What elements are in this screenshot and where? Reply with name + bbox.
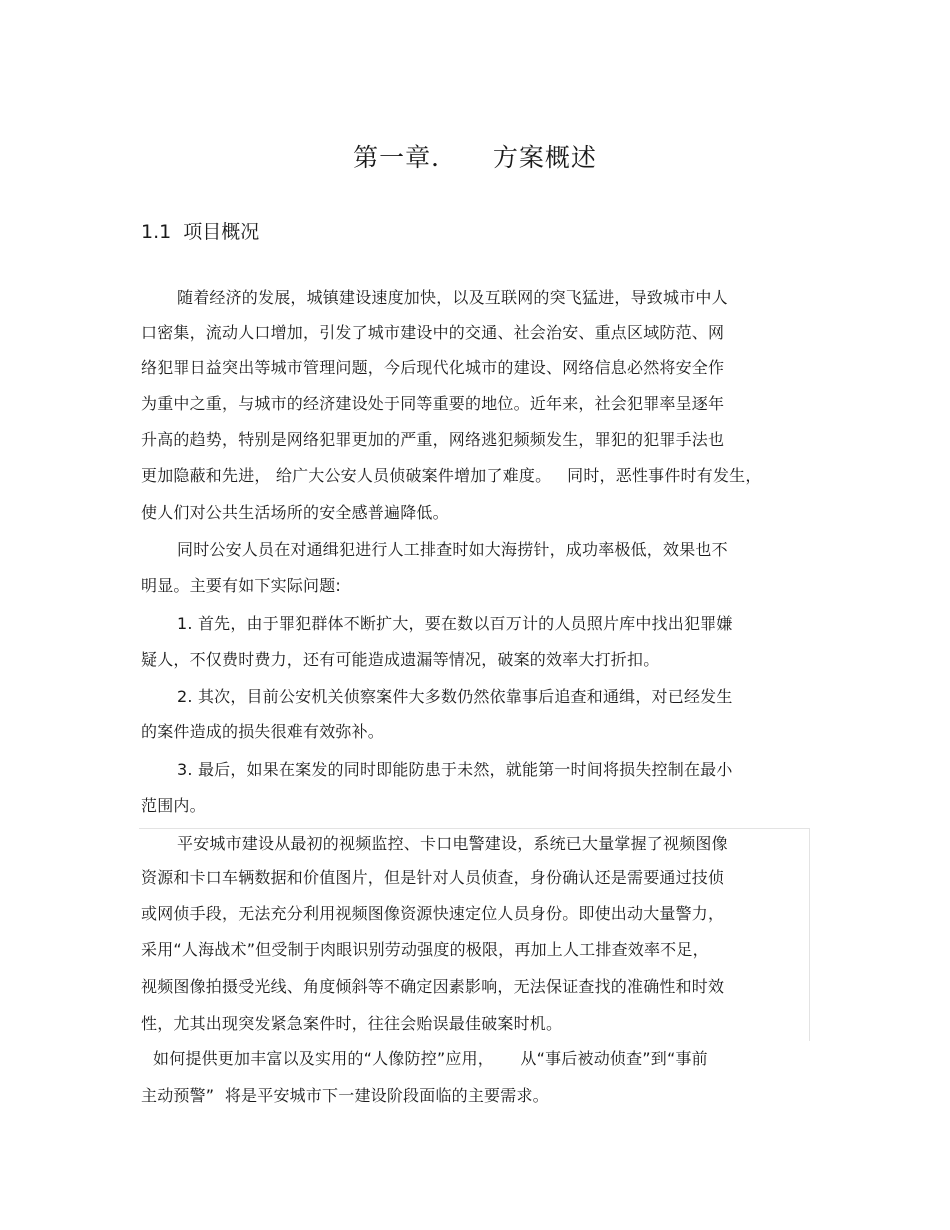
section-title: 1.1 项目概况 [141, 221, 260, 243]
paragraph-line: 同时公安人员在对通缉犯进行人工排查时如大海捞针，成功率极低，效果也不 [177, 540, 728, 559]
paragraph-line: 使人们对公共生活场所的安全感普遍降低。 [141, 503, 449, 522]
paragraph-line: 络犯罪日益突出等城市管理问题，今后现代化城市的建设、网络信息必然将安全作 [141, 358, 725, 377]
list-item-line: 范围内。 [141, 796, 206, 815]
paragraph-line: 采用“人海战术”但受制于肉眼识别劳动强度的极限，再加上人工排查效率不足， [141, 940, 709, 959]
list-item-line: 疑人，不仅费时费力，还有可能造成遗漏等情况，破案的效率大打折扣。 [141, 650, 660, 669]
paragraph-line: 主动预警” 将是平安城市下一建设阶段面临的主要需求。 [141, 1086, 549, 1105]
paragraph-line: 更加隐蔽和先进， 给广大公安人员侦破案件增加了难度。 同时，恶性事件时有发生， [141, 466, 762, 485]
paragraph-line: 视频图像拍摄受光线、角度倾斜等不确定因素影响，无法保证查找的准确性和时效 [141, 977, 725, 996]
list-item-line: 2. 其次，目前公安机关侦察案件大多数仍然依靠事后追查和通缉，对已经发生 [177, 687, 733, 706]
list-item-line: 1. 首先，由于罪犯群体不断扩大，要在数以百万计的人员照片库中找出犯罪嫌 [177, 614, 733, 633]
highlighted-paragraph-frame [139, 828, 810, 1041]
paragraph-line: 明显。主要有如下实际问题: [141, 576, 341, 595]
paragraph-line: 平安城市建设从最初的视频监控、卡口电警建设，系统已大量掌握了视频图像 [177, 834, 728, 853]
list-item-line: 3. 最后，如果在案发的同时即能防患于未然，就能第一时间将损失控制在最小 [177, 760, 733, 779]
paragraph-line: 如何提供更加丰富以及实用的“人像防控”应用， 从“事后被动侦查”到“事前 [153, 1049, 708, 1068]
paragraph-line: 口密集，流动人口增加，引发了城市建设中的交通、社会治安、重点区域防范、网 [141, 323, 725, 342]
paragraph-line: 为重中之重，与城市的经济建设处于同等重要的地位。近年来，社会犯罪率呈逐年 [141, 394, 725, 413]
paragraph-line: 升高的趋势，特别是网络犯罪更加的严重，网络逃犯频频发生，罪犯的犯罪手法也 [141, 430, 725, 449]
paragraph-line: 资源和卡口车辆数据和价值图片，但是针对人员侦查，身份确认还是需要通过技侦 [141, 868, 725, 887]
list-item-line: 的案件造成的损失很难有效弥补。 [141, 722, 385, 741]
paragraph-line: 性，尤其出现突发紧急案件时，往往会贻误最佳破案时机。 [141, 1014, 563, 1033]
paragraph-line: 随着经济的发展，城镇建设速度加快，以及互联网的突飞猛进，导致城市中人 [177, 288, 728, 307]
chapter-title: 第一章． 方案概述 [353, 143, 597, 172]
paragraph-line: 或网侦手段，无法充分利用视频图像资源快速定位人员身份。即使出动大量警力， [141, 904, 725, 923]
